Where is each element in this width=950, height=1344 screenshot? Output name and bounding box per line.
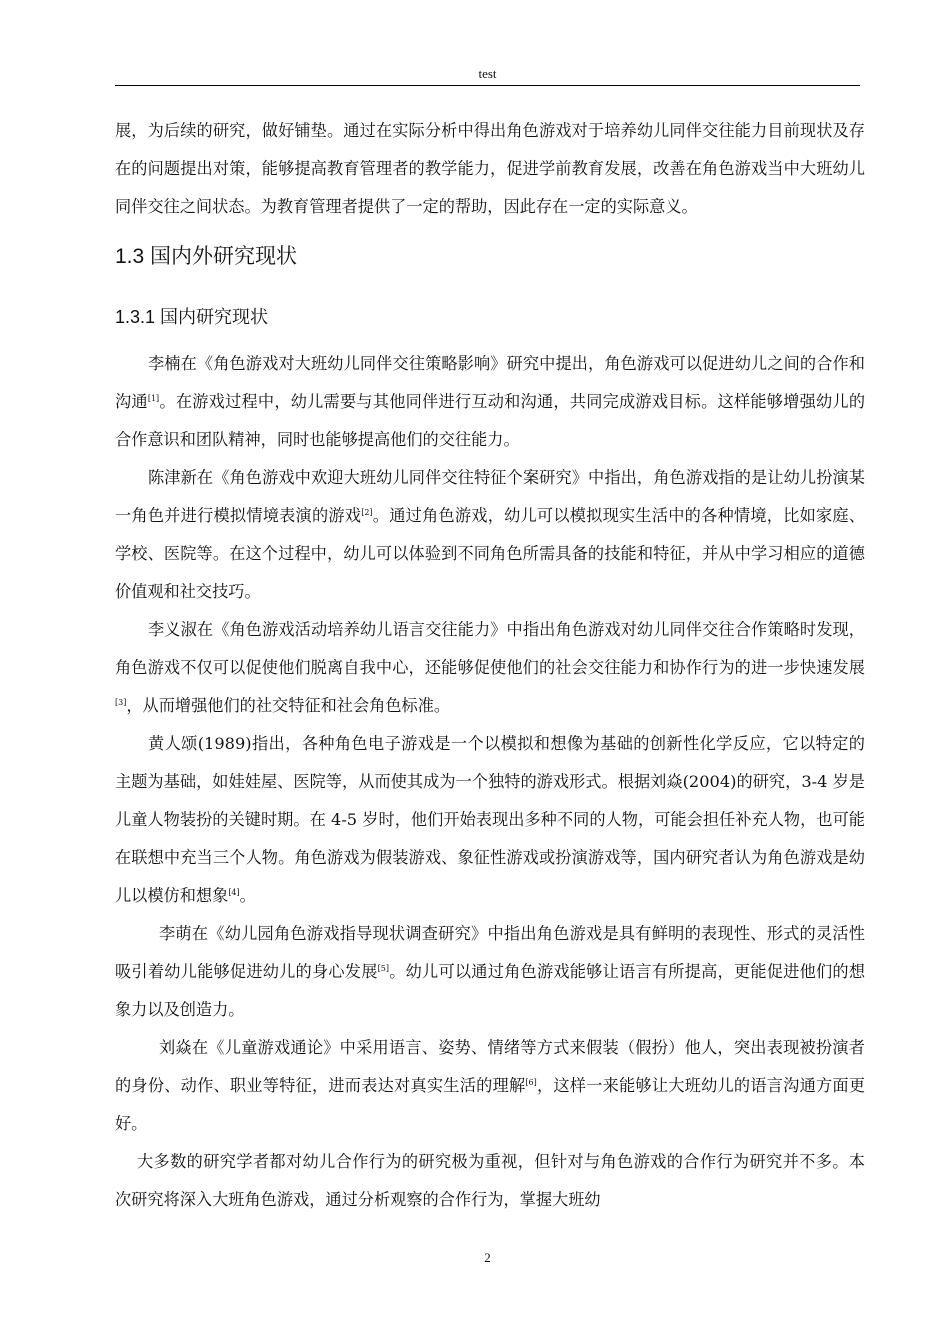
- citation-ref[interactable]: [3]: [115, 698, 127, 707]
- citation-ref[interactable]: [2]: [361, 508, 373, 517]
- body-paragraph-4: 黄人颂(1989)指出，各种角色电子游戏是一个以模拟和想像为基础的创新性化学反应，它以特定的主题为基础，如娃娃屋、医院等，从而使其成为一个独特的游戏形式。根据刘焱(2004)的研究，3-4 岁是儿童人物装扮的关键时期。在 4-5 岁时，他们开始表现出多种不同的人物，可能会担任补充人物，也可能在联想中充当三个人物。角色游戏为假装游戏、象征性游戏或扮演游戏等，国内研究者认为角色游戏是幼儿以模仿和想象[4]。: [115, 734, 865, 905]
- page-number: 2: [484, 1250, 491, 1265]
- citation-ref[interactable]: [1]: [147, 394, 160, 403]
- citation-ref[interactable]: [4]: [228, 888, 240, 897]
- body-paragraph-6: 刘焱在《儿童游戏通论》中采用语言、姿势、情绪等方式来假装（假扮）他人，突出表现被扮演者的身份、动作、职业等特征，进而表达对真实生活的理解[6]，这样一来能够让大班幼儿的语言沟通方面更好。: [115, 1038, 866, 1133]
- citation-ref[interactable]: [6]: [525, 1078, 537, 1087]
- body-paragraph-3: 李义淑在《角色游戏活动培养幼儿语言交往能力》中指出角色游戏对幼儿同伴交往合作策略时发现，角色游戏不仅可以促使他们脱离自我中心，还能够促使他们的社会交往能力和协作行为的进一步快速发展[3]，从而增强他们的社交特征和社会角色标准。: [115, 620, 865, 715]
- page-header: test: [115, 66, 860, 86]
- subsection-heading: 1.3.1 国内研究现状: [115, 307, 269, 327]
- body-paragraph-2: 陈津新在《角色游戏中欢迎大班幼儿同伴交往特征个案研究》中指出，角色游戏指的是让幼儿扮演某一角色并进行模拟情境表演的游戏[2]。通过角色游戏，幼儿可以模拟现实生活中的各种情境，比如家庭、学校、医院等。在这个过程中，幼儿可以体验到不同角色所需具备的技能和特征，并从中学习相应的道德价值观和社交技巧。: [115, 468, 865, 601]
- section-heading: 1.3 国内外研究现状: [115, 245, 298, 268]
- citation-ref[interactable]: [5]: [377, 964, 389, 973]
- body-paragraph-5: 李萌在《幼儿园角色游戏指导现状调查研究》中指出角色游戏是具有鲜明的表现性、形式的灵活性吸引着幼儿能够促进幼儿的身心发展[5]。幼儿可以通过角色游戏能够让语言有所提高，更能促进他们的想象力以及创造力。: [115, 924, 866, 1019]
- body-paragraph-1: 李楠在《角色游戏对大班幼儿同伴交往策略影响》研究中提出，角色游戏可以促进幼儿之间的合作和沟通[1]。在游戏过程中，幼儿需要与其他同伴进行互动和沟通，共同完成游戏目标。这样能够增强幼儿的合作意识和团队精神，同时也能够提高他们的交往能力。: [115, 354, 866, 449]
- body-paragraph-7: 大多数的研究学者都对幼儿合作行为的研究极为重视，但针对与角色游戏的合作行为研究并不多。本次研究将深入大班角色游戏，通过分析观察的合作行为，掌握大班幼: [115, 1152, 865, 1209]
- document-body: [115, 112, 865, 1219]
- intro-paragraph: 展，为后续的研究，做好铺垫。通过在实际分析中得出角色游戏对于培养幼儿同伴交往能力目前现状及存在的问题提出对策，能够提高教育管理者的教学能力，促进学前教育发展，改善在角色游戏当中大班幼儿同伴交往之间状态。为教育管理者提供了一定的帮助，因此存在一定的实际意义。: [115, 121, 865, 216]
